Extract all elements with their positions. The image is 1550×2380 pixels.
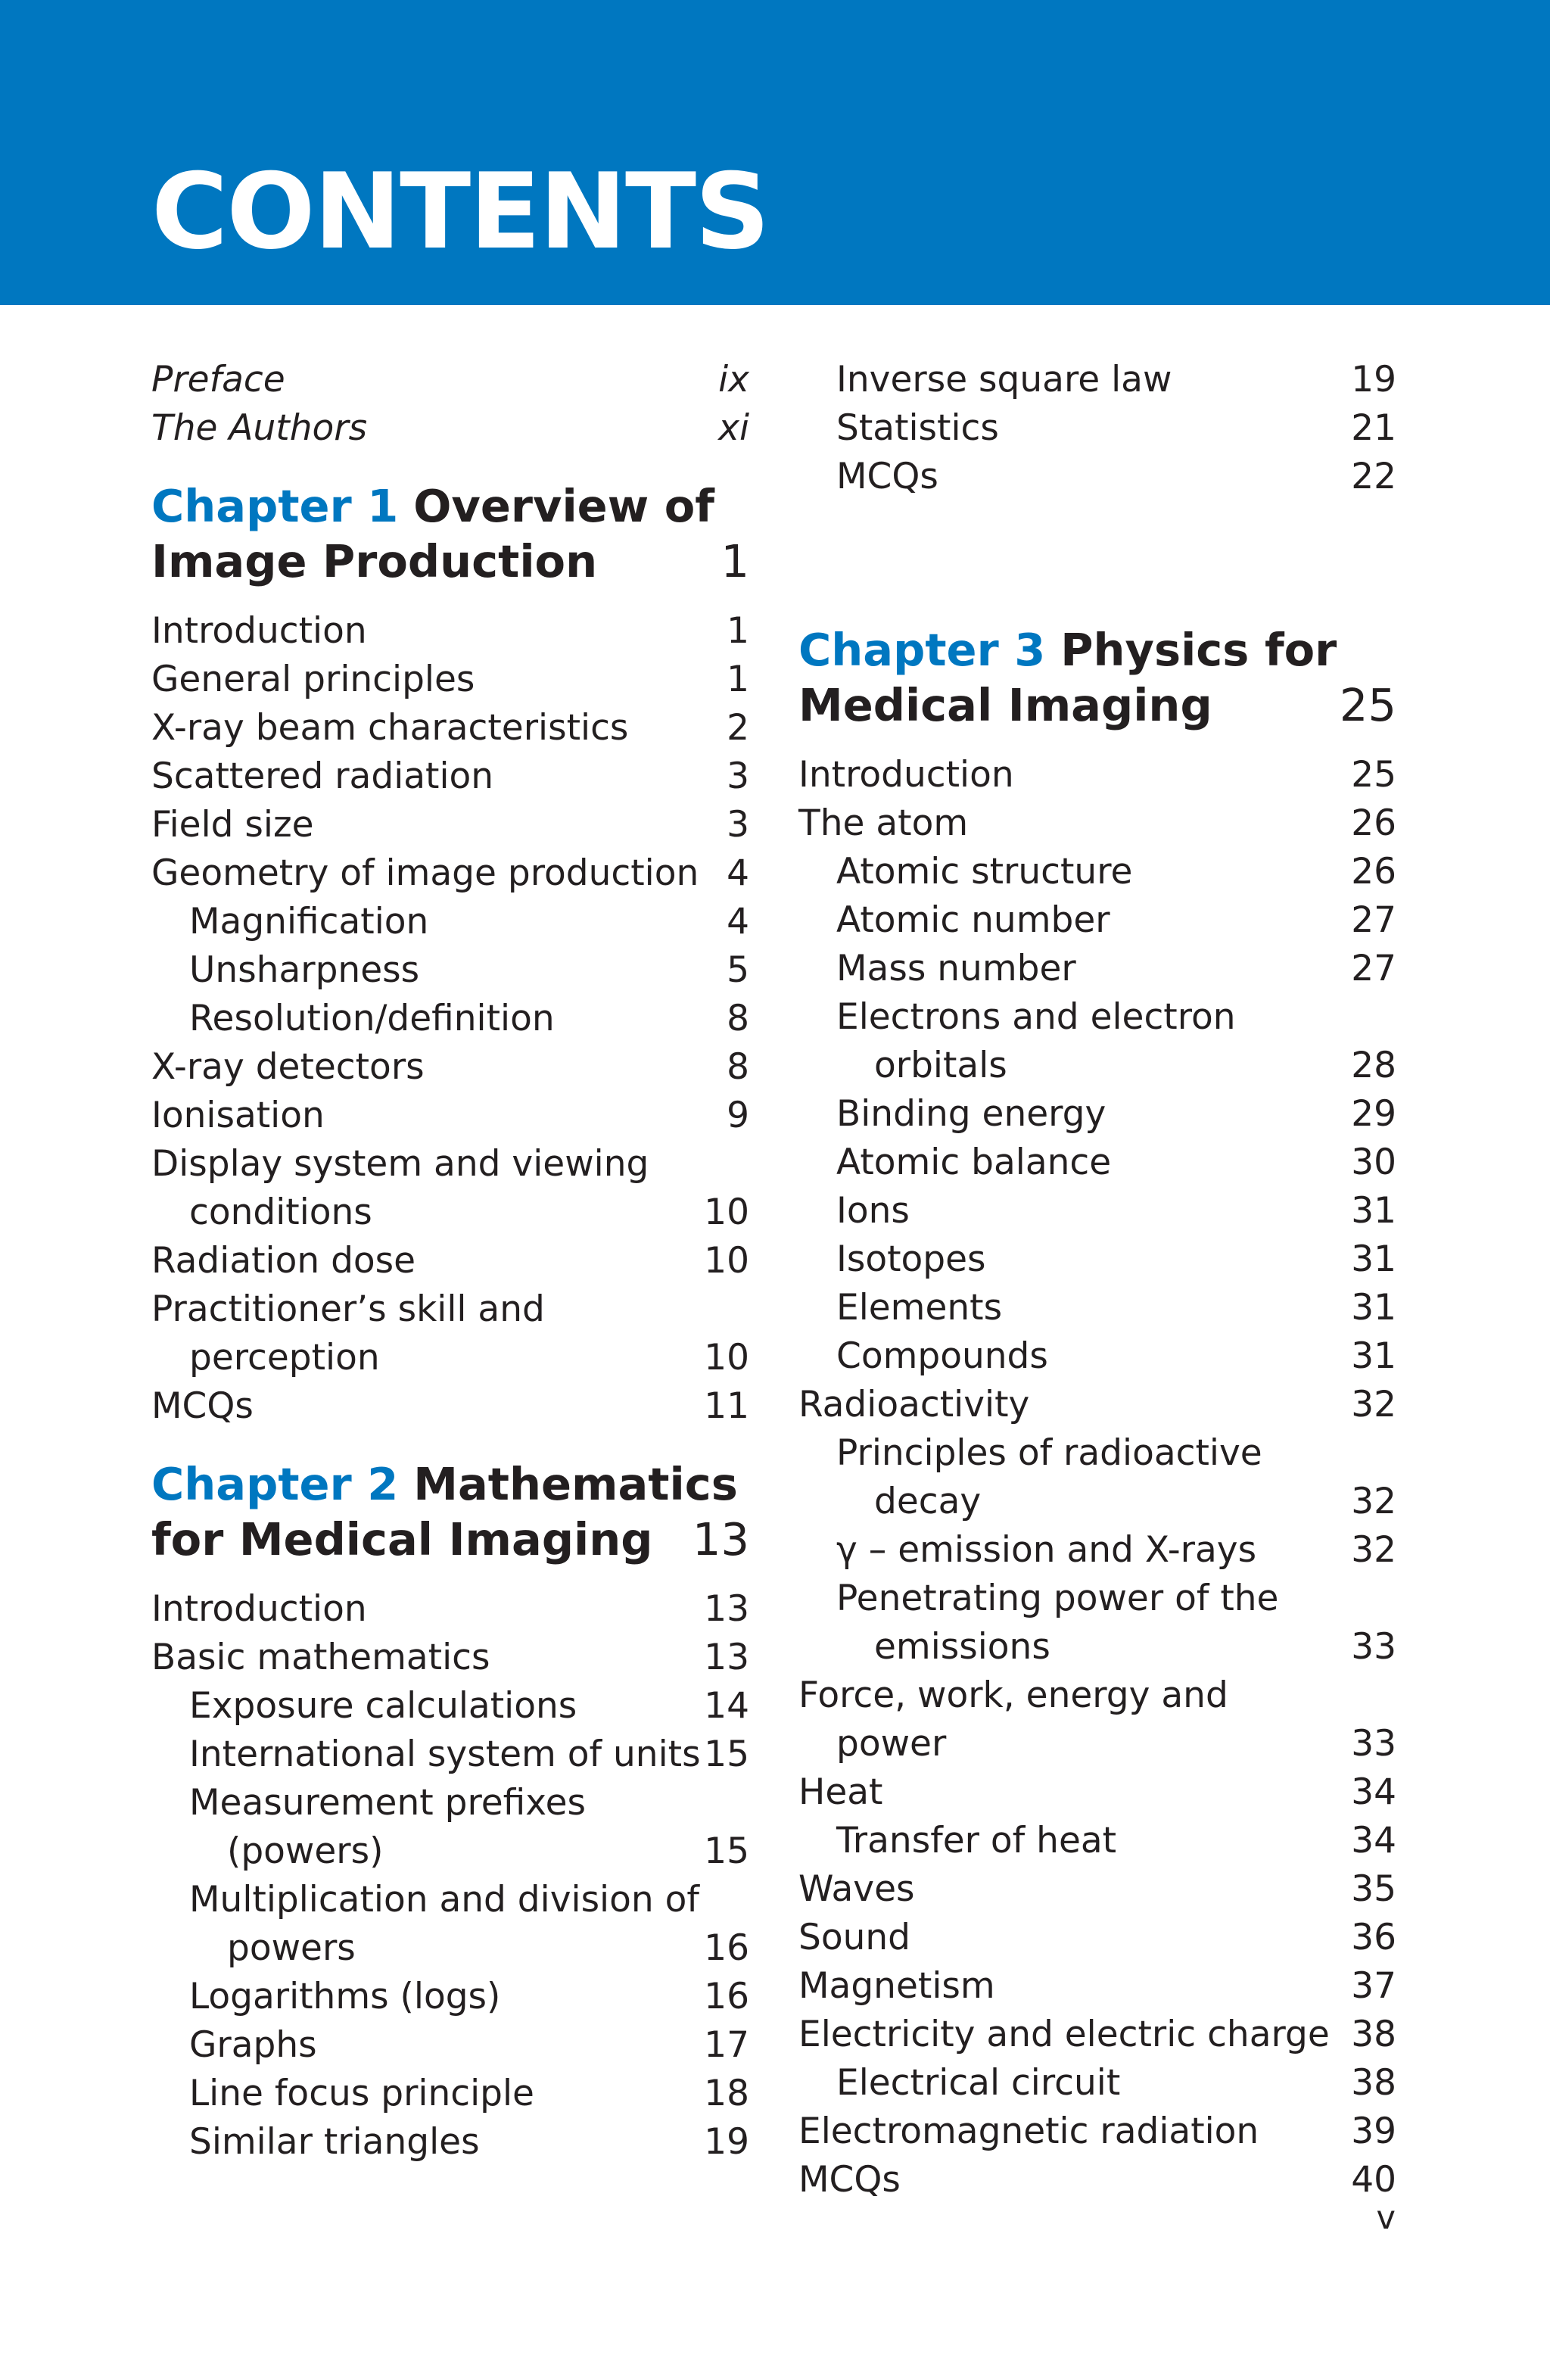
toc-entry xyxy=(798,799,1396,848)
chapter-page: 25 xyxy=(1339,679,1396,731)
toc-entry xyxy=(798,1526,1396,1575)
toc-entry xyxy=(151,607,749,656)
toc-entry xyxy=(798,945,1396,993)
toc-entry-page: 32 xyxy=(1351,1481,1396,1522)
toc-entry-label: Field size xyxy=(151,804,314,846)
toc-entry-label: conditions xyxy=(189,1192,372,1233)
toc-entry xyxy=(798,2059,1396,2107)
toc-entry-label: International system of units xyxy=(189,1734,701,1775)
chapter-title-line-2: for Medical Imaging xyxy=(151,1513,653,1565)
toc-entry xyxy=(151,704,749,752)
toc-entry-label: Atomic structure xyxy=(836,851,1133,892)
toc-entry-label: Measurement prefixes xyxy=(189,1782,587,1824)
toc-entry xyxy=(798,1139,1396,1187)
toc-entry xyxy=(151,752,749,801)
toc-entry-page: 13 xyxy=(704,1637,749,1678)
toc-entry-label: Resolution/definition xyxy=(189,998,555,1039)
toc-entry-page: 38 xyxy=(1351,2062,1396,2104)
toc-entry-page: 15 xyxy=(704,1734,749,1775)
header-banner xyxy=(0,0,1550,305)
toc-entry-label: Mass number xyxy=(836,948,1076,989)
toc-entry-page: 38 xyxy=(1351,2014,1396,2055)
toc-entry-page: 22 xyxy=(1351,456,1396,497)
toc-entry xyxy=(798,848,1396,896)
chapter-title-line-1: Mathematics xyxy=(413,1458,738,1510)
toc-entry-label: Atomic balance xyxy=(836,1142,1112,1183)
toc-entry-page: 5 xyxy=(727,949,749,991)
toc-entry-label: Line focus principle xyxy=(189,2073,534,2114)
toc-entry xyxy=(151,1334,749,1382)
toc-entry-label: MCQs xyxy=(151,1385,254,1427)
toc-entry xyxy=(151,1237,749,1285)
toc-entry xyxy=(798,1090,1396,1139)
toc-entry xyxy=(798,1671,1396,1720)
toc-entry xyxy=(798,1187,1396,1235)
toc-entry xyxy=(798,1817,1396,1865)
toc-entry xyxy=(151,1876,749,1924)
toc-entry-label: Ionisation xyxy=(151,1095,325,1136)
toc-entry-page: 2 xyxy=(727,707,749,749)
toc-entry-page: 27 xyxy=(1351,948,1396,989)
chapter-2-continued-entries xyxy=(798,356,1396,501)
toc-entry xyxy=(798,751,1396,799)
toc-entry-page: 10 xyxy=(704,1240,749,1282)
toc-entry xyxy=(798,896,1396,945)
toc-entry-label: Atomic number xyxy=(836,899,1110,941)
toc-entry xyxy=(151,849,749,898)
toc-entry-page: 40 xyxy=(1351,2159,1396,2201)
toc-entry-label: Heat xyxy=(798,1771,883,1813)
toc-entry-page: 39 xyxy=(1351,2111,1396,2152)
chapter-heading-1 xyxy=(151,478,749,589)
toc-entry-page: 32 xyxy=(1351,1384,1396,1425)
chapter-title-line-2: Medical Imaging xyxy=(798,679,1212,731)
toc-entry-page: 15 xyxy=(704,1830,749,1872)
toc-entry-label: Introduction xyxy=(798,754,1014,796)
toc-entry xyxy=(798,356,1396,404)
toc-entry-page: 4 xyxy=(727,852,749,894)
toc-entry-label: Waves xyxy=(798,1868,915,1910)
toc-entry xyxy=(798,404,1396,453)
chapter-page: 1 xyxy=(721,535,749,587)
toc-entry-label: MCQs xyxy=(836,456,938,497)
toc-entry-page: 28 xyxy=(1351,1045,1396,1086)
toc-entry-page: 21 xyxy=(1351,407,1396,449)
toc-entry xyxy=(798,1720,1396,1768)
toc-entry-label: Logarithms (logs) xyxy=(189,1976,501,2017)
front-matter-list xyxy=(151,356,749,453)
toc-entry xyxy=(798,1962,1396,2011)
toc-entry-label: X-ray beam characteristics xyxy=(151,707,629,749)
toc-entry-label: Electrical circuit xyxy=(836,2062,1121,2104)
toc-entry-label: Electromagnetic radiation xyxy=(798,2111,1259,2152)
toc-entry-label: Geometry of image production xyxy=(151,852,699,894)
toc-entry-label: Scattered radiation xyxy=(151,755,494,797)
toc-entry-page: 1 xyxy=(727,610,749,652)
toc-entry-page: 10 xyxy=(704,1192,749,1233)
chapter-title-line-1: Overview of xyxy=(413,480,714,532)
toc-entry-page: xi xyxy=(718,407,749,449)
toc-entry-label: Display system and viewing xyxy=(151,1143,649,1185)
chapter-title-line-2: Image Production xyxy=(151,535,598,587)
toc-entry-page: 26 xyxy=(1351,802,1396,844)
toc-entry-page: 16 xyxy=(704,1927,749,1969)
toc-entry-label: Preface xyxy=(151,359,285,400)
toc-entry xyxy=(151,1140,749,1188)
toc-entry-label: Introduction xyxy=(151,610,367,652)
toc-entry-label: emissions xyxy=(874,1626,1050,1668)
toc-entry xyxy=(798,1478,1396,1526)
toc-entry-label: perception xyxy=(189,1337,380,1378)
toc-entry-label: Basic mathematics xyxy=(151,1637,490,1678)
chapter-heading-2 xyxy=(151,1456,749,1567)
toc-entry-page: 19 xyxy=(1351,359,1396,400)
toc-entry xyxy=(798,453,1396,501)
toc-entry-page: 31 xyxy=(1351,1238,1396,1280)
toc-entry-label: Sound xyxy=(798,1917,910,1958)
toc-entry xyxy=(798,1332,1396,1381)
toc-entry-label: Transfer of heat xyxy=(836,1820,1117,1861)
toc-entry-label: Exposure calculations xyxy=(189,1685,577,1727)
toc-entry-label: Principles of radioactive xyxy=(836,1432,1262,1474)
toc-entry xyxy=(151,1634,749,1682)
toc-entry-page: 31 xyxy=(1351,1190,1396,1232)
toc-entry-page: 35 xyxy=(1351,1868,1396,1910)
toc-entry-page: 31 xyxy=(1351,1287,1396,1329)
toc-entry-page: 16 xyxy=(704,1976,749,2017)
toc-entry-label: Multiplication and division of xyxy=(189,1879,699,1921)
toc-entry xyxy=(798,2011,1396,2059)
toc-entry xyxy=(798,1284,1396,1332)
toc-entry-label: X-ray detectors xyxy=(151,1046,425,1088)
toc-entry-label: (powers) xyxy=(227,1830,384,1872)
toc-column-left xyxy=(151,356,749,2167)
page-number: v xyxy=(1376,2199,1396,2237)
toc-entry-page: 25 xyxy=(1351,754,1396,796)
toc-entry xyxy=(798,1429,1396,1478)
toc-entry xyxy=(151,801,749,849)
toc-entry-label: orbitals xyxy=(874,1045,1007,1086)
toc-entry-page: 37 xyxy=(1351,1965,1396,2007)
chapter-page: 13 xyxy=(692,1513,749,1565)
toc-entry-page: 17 xyxy=(704,2024,749,2066)
toc-entry xyxy=(798,1865,1396,1914)
toc-entry-label: Radiation dose xyxy=(151,1240,416,1282)
toc-entry xyxy=(151,2118,749,2167)
toc-entry xyxy=(151,1779,749,1827)
toc-entry-page: 10 xyxy=(704,1337,749,1378)
toc-entry xyxy=(151,1973,749,2021)
toc-entry xyxy=(798,993,1396,1042)
page-title: CONTENTS xyxy=(151,151,769,273)
toc-entry-page: 27 xyxy=(1351,899,1396,941)
toc-entry-label: Electricity and electric charge xyxy=(798,2014,1330,2055)
toc-entry-page: 19 xyxy=(704,2121,749,2163)
toc-entry-page: 9 xyxy=(727,1095,749,1136)
toc-entry-label: The atom xyxy=(798,802,969,844)
toc-entry xyxy=(798,2156,1396,2204)
toc-entry-label: Introduction xyxy=(151,1588,367,1630)
toc-entry-page: 11 xyxy=(704,1385,749,1427)
toc-entry-label: Penetrating power of the xyxy=(836,1578,1279,1619)
toc-entry xyxy=(151,1924,749,1973)
toc-entry-label: Elements xyxy=(836,1287,1003,1329)
toc-entry xyxy=(151,1092,749,1140)
toc-entry-label: Similar triangles xyxy=(189,2121,480,2163)
chapter-heading-3 xyxy=(798,622,1396,733)
toc-entry-label: Compounds xyxy=(836,1335,1048,1377)
toc-entry-label: Electrons and electron xyxy=(836,996,1236,1038)
toc-entry xyxy=(151,356,749,404)
toc-entry-label: decay xyxy=(874,1481,982,1522)
chapter-title-line-1: Physics for xyxy=(1060,624,1337,676)
toc-entry-label: power xyxy=(836,1723,947,1765)
toc-entry-label: Unsharpness xyxy=(189,949,420,991)
toc-entry xyxy=(798,1623,1396,1671)
toc-entry xyxy=(151,1188,749,1237)
toc-entry-label: Binding energy xyxy=(836,1093,1106,1135)
toc-entry-page: 33 xyxy=(1351,1626,1396,1668)
toc-entry-page: 8 xyxy=(727,998,749,1039)
toc-entry-label: Magnification xyxy=(189,901,429,942)
toc-entry-page: 8 xyxy=(727,1046,749,1088)
toc-entry-label: Force, work, energy and xyxy=(798,1674,1228,1716)
toc-entry-page: 1 xyxy=(727,659,749,700)
toc-entry-page: 26 xyxy=(1351,851,1396,892)
toc-entry-label: γ – emission and X-rays xyxy=(836,1529,1257,1571)
toc-entry-label: Isotopes xyxy=(836,1238,986,1280)
toc-entry xyxy=(151,898,749,946)
toc-entry-page: 18 xyxy=(704,2073,749,2114)
toc-entry-label: Ions xyxy=(836,1190,910,1232)
chapter-3-entries xyxy=(798,751,1396,2204)
toc-entry-label: The Authors xyxy=(151,407,368,449)
toc-entry-label: Inverse square law xyxy=(836,359,1172,400)
toc-entry xyxy=(151,2070,749,2118)
toc-entry-label: General principles xyxy=(151,659,475,700)
toc-entry-page: 30 xyxy=(1351,1142,1396,1183)
toc-entry xyxy=(151,1382,749,1431)
toc-entry xyxy=(798,1768,1396,1817)
toc-entry-page: 13 xyxy=(704,1588,749,1630)
toc-entry-page: 36 xyxy=(1351,1917,1396,1958)
toc-entry-label: MCQs xyxy=(798,2159,901,2201)
toc-entry-label: Statistics xyxy=(836,407,999,449)
toc-entry-page: 33 xyxy=(1351,1723,1396,1765)
toc-entry xyxy=(151,1827,749,1876)
toc-entry-page: 3 xyxy=(727,804,749,846)
chapter-2-entries xyxy=(151,1585,749,2167)
toc-entry xyxy=(151,1730,749,1779)
toc-entry-page: 32 xyxy=(1351,1529,1396,1571)
toc-entry xyxy=(151,1585,749,1634)
toc-entry-label: Radioactivity xyxy=(798,1384,1030,1425)
toc-entry xyxy=(798,2107,1396,2156)
toc-entry xyxy=(151,1285,749,1334)
toc-entry xyxy=(151,995,749,1043)
toc-entry xyxy=(151,656,749,704)
toc-entry-page: ix xyxy=(718,359,749,400)
toc-column-right xyxy=(798,356,1396,2204)
toc-entry xyxy=(151,2021,749,2070)
toc-entry xyxy=(798,1914,1396,1962)
toc-entry-page: 34 xyxy=(1351,1771,1396,1813)
toc-entry-page: 14 xyxy=(704,1685,749,1727)
toc-entry xyxy=(151,404,749,453)
toc-entry-label: powers xyxy=(227,1927,356,1969)
toc-entry-page: 29 xyxy=(1351,1093,1396,1135)
toc-entry xyxy=(798,1381,1396,1429)
toc-entry-label: Practitioner’s skill and xyxy=(151,1288,545,1330)
toc-entry xyxy=(798,1575,1396,1623)
toc-entry xyxy=(151,1043,749,1092)
toc-entry xyxy=(798,1235,1396,1284)
chapter-number: Chapter 1 xyxy=(151,480,399,532)
toc-entry-page: 34 xyxy=(1351,1820,1396,1861)
toc-entry-page: 3 xyxy=(727,755,749,797)
toc-entry xyxy=(151,946,749,995)
toc-entry-label: Graphs xyxy=(189,2024,317,2066)
toc-entry xyxy=(798,1042,1396,1090)
toc-entry-label: Magnetism xyxy=(798,1965,995,2007)
chapter-1-entries xyxy=(151,607,749,1431)
toc-entry-page: 4 xyxy=(727,901,749,942)
toc-entry-page: 31 xyxy=(1351,1335,1396,1377)
chapter-number: Chapter 3 xyxy=(798,624,1046,676)
toc-entry xyxy=(151,1682,749,1730)
chapter-number: Chapter 2 xyxy=(151,1458,399,1510)
